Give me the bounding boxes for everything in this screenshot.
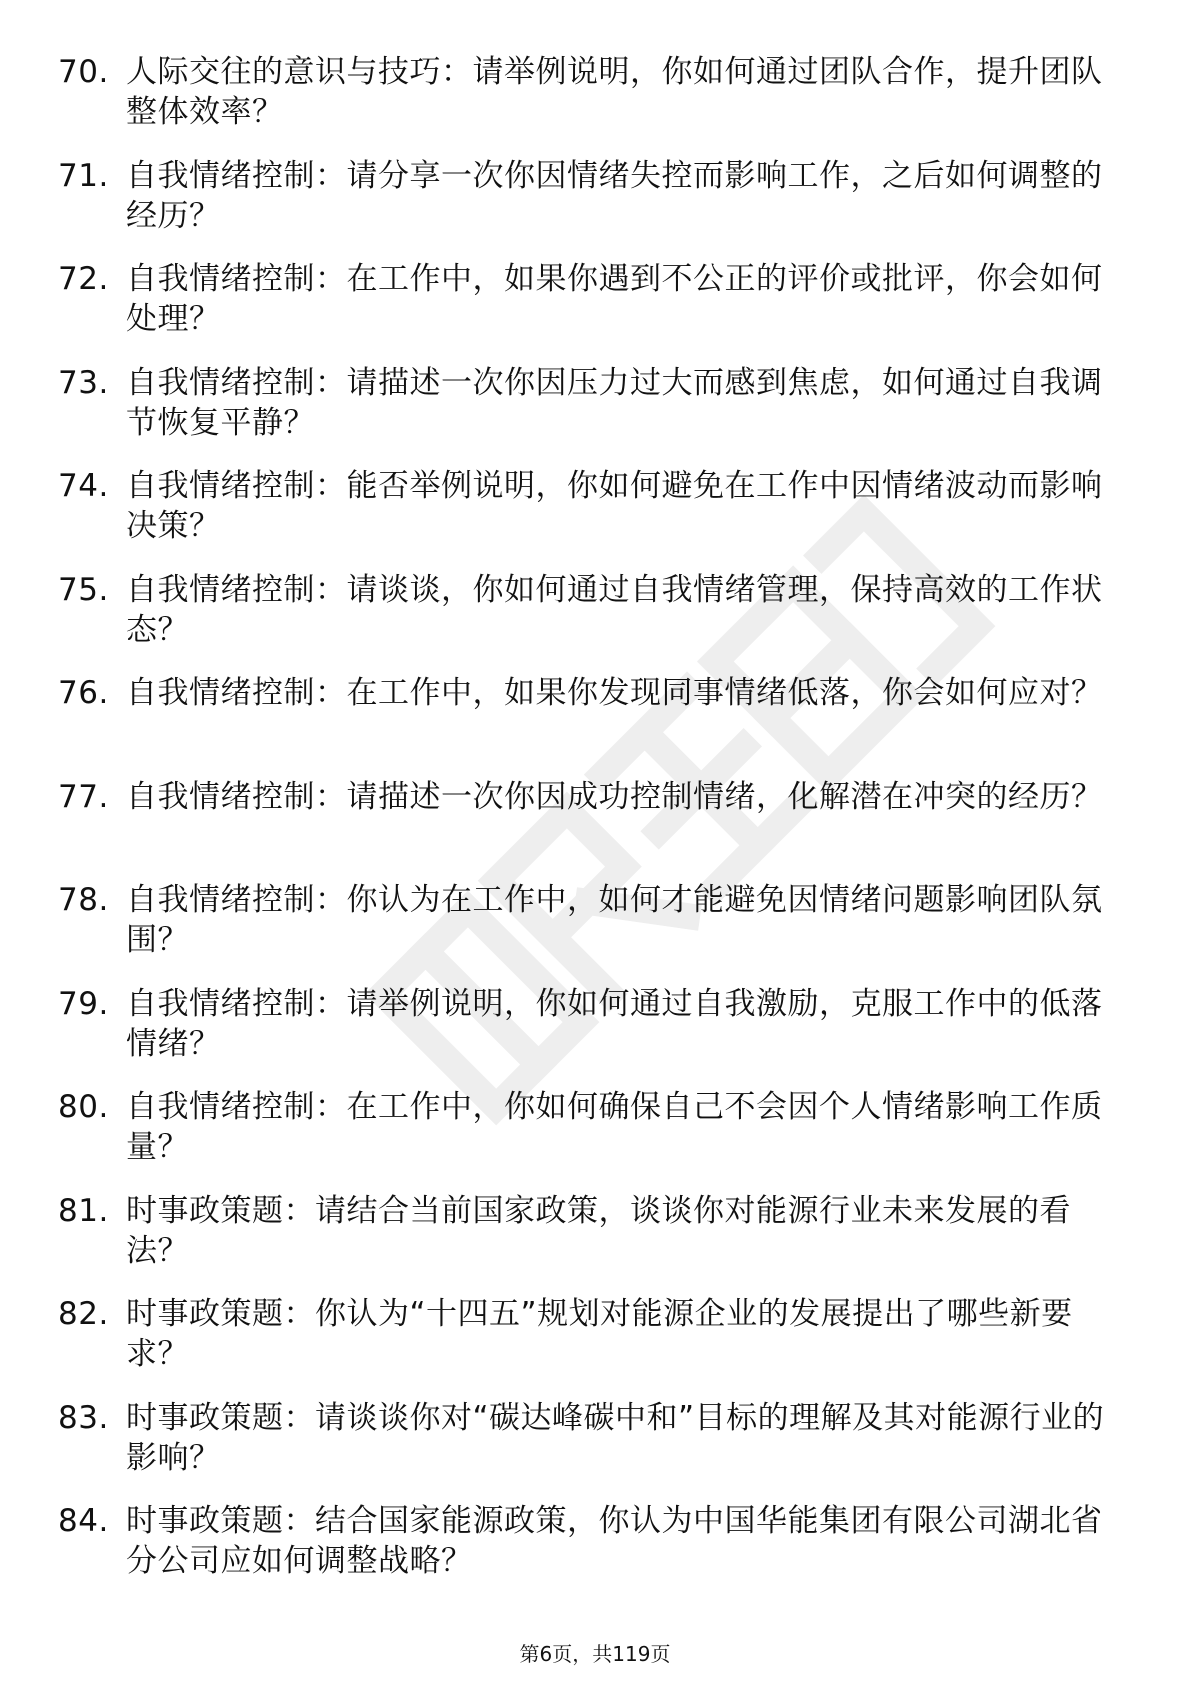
question-item-84 (58, 1501, 1118, 1605)
question-number: 82. (58, 1296, 109, 1332)
question-number: 71. (58, 157, 109, 194)
question-number: 75. (58, 571, 109, 608)
question-number: 70. (58, 54, 109, 90)
question-item-81 (58, 1191, 1118, 1295)
page-number-label: 第6页，共119页 (519, 1642, 671, 1666)
question-item-75 (58, 570, 1118, 674)
question-text: 自我情绪控制：请分享一次你因情绪失控而影响工作，之后如何调整的经历？ (126, 157, 1103, 234)
question-text: 自我情绪控制：请谈谈，你如何通过自我情绪管理，保持高效的工作状态？ (126, 571, 1103, 648)
question-text: 自我情绪控制：在工作中，如果你遇到不公正的评价或批评，你会如何处理？ (126, 261, 1103, 337)
question-number: 83. (58, 1399, 109, 1436)
question-number: 77. (58, 778, 109, 815)
question-number: 73. (58, 364, 109, 401)
question-number: 79. (58, 985, 109, 1022)
question-item-74 (58, 466, 1118, 570)
question-item-83 (58, 1398, 1118, 1502)
question-item-82 (58, 1294, 1118, 1398)
question-text: 自我情绪控制：请描述一次你因成功控制情绪，化解潜在冲突的经历？ (126, 778, 1103, 815)
question-number: 72. (58, 261, 109, 297)
question-item-78 (58, 880, 1118, 984)
question-text: 自我情绪控制：请举例说明，你如何通过自我激励，克服工作中的低落情绪？ (126, 985, 1103, 1062)
question-text: 时事政策题：结合国家能源政策，你认为中国华能集团有限公司湖北省分公司应如何调整战略？ (126, 1503, 1103, 1579)
question-number: 80. (58, 1089, 109, 1125)
question-item-70 (58, 52, 1118, 156)
question-text: 自我情绪控制：你认为在工作中，如何才能避免因情绪问题影响团队氛围？ (126, 882, 1103, 958)
question-item-77 (58, 777, 1118, 881)
question-number: 74. (58, 468, 109, 504)
question-text: 自我情绪控制：请描述一次你因压力过大而感到焦虑，如何通过自我调节恢复平静？ (126, 364, 1103, 441)
question-number: 84. (58, 1503, 109, 1539)
question-text: 自我情绪控制：在工作中，你如何确保自己不会因个人情绪影响工作质量？ (126, 1089, 1103, 1165)
question-list (58, 52, 1118, 1605)
question-item-79 (58, 984, 1118, 1088)
question-text: 时事政策题：请结合当前国家政策，谈谈你对能源行业未来发展的看法？ (126, 1192, 1071, 1269)
page-footer (0, 1638, 1190, 1667)
question-text: 自我情绪控制：能否举例说明，你如何避免在工作中因情绪波动而影响决策？ (126, 468, 1103, 544)
question-text: 自我情绪控制：在工作中，如果你发现同事情绪低落，你会如何应对？ (126, 675, 1103, 711)
question-number: 78. (58, 882, 109, 918)
question-number: 76. (58, 675, 109, 711)
question-item-73 (58, 363, 1118, 467)
question-text: 时事政策题：你认为“十四五”规划对能源企业的发展提出了哪些新要求？ (126, 1296, 1073, 1372)
question-item-80 (58, 1087, 1118, 1191)
question-item-76 (58, 673, 1118, 777)
question-number: 81. (58, 1192, 109, 1229)
question-text: 时事政策题：请谈谈你对“碳达峰碳中和”目标的理解及其对能源行业的影响？ (126, 1399, 1105, 1476)
question-item-72 (58, 259, 1118, 363)
question-item-71 (58, 156, 1118, 260)
question-text: 人际交往的意识与技巧：请举例说明，你如何通过团队合作，提升团队整体效率？ (126, 54, 1103, 130)
